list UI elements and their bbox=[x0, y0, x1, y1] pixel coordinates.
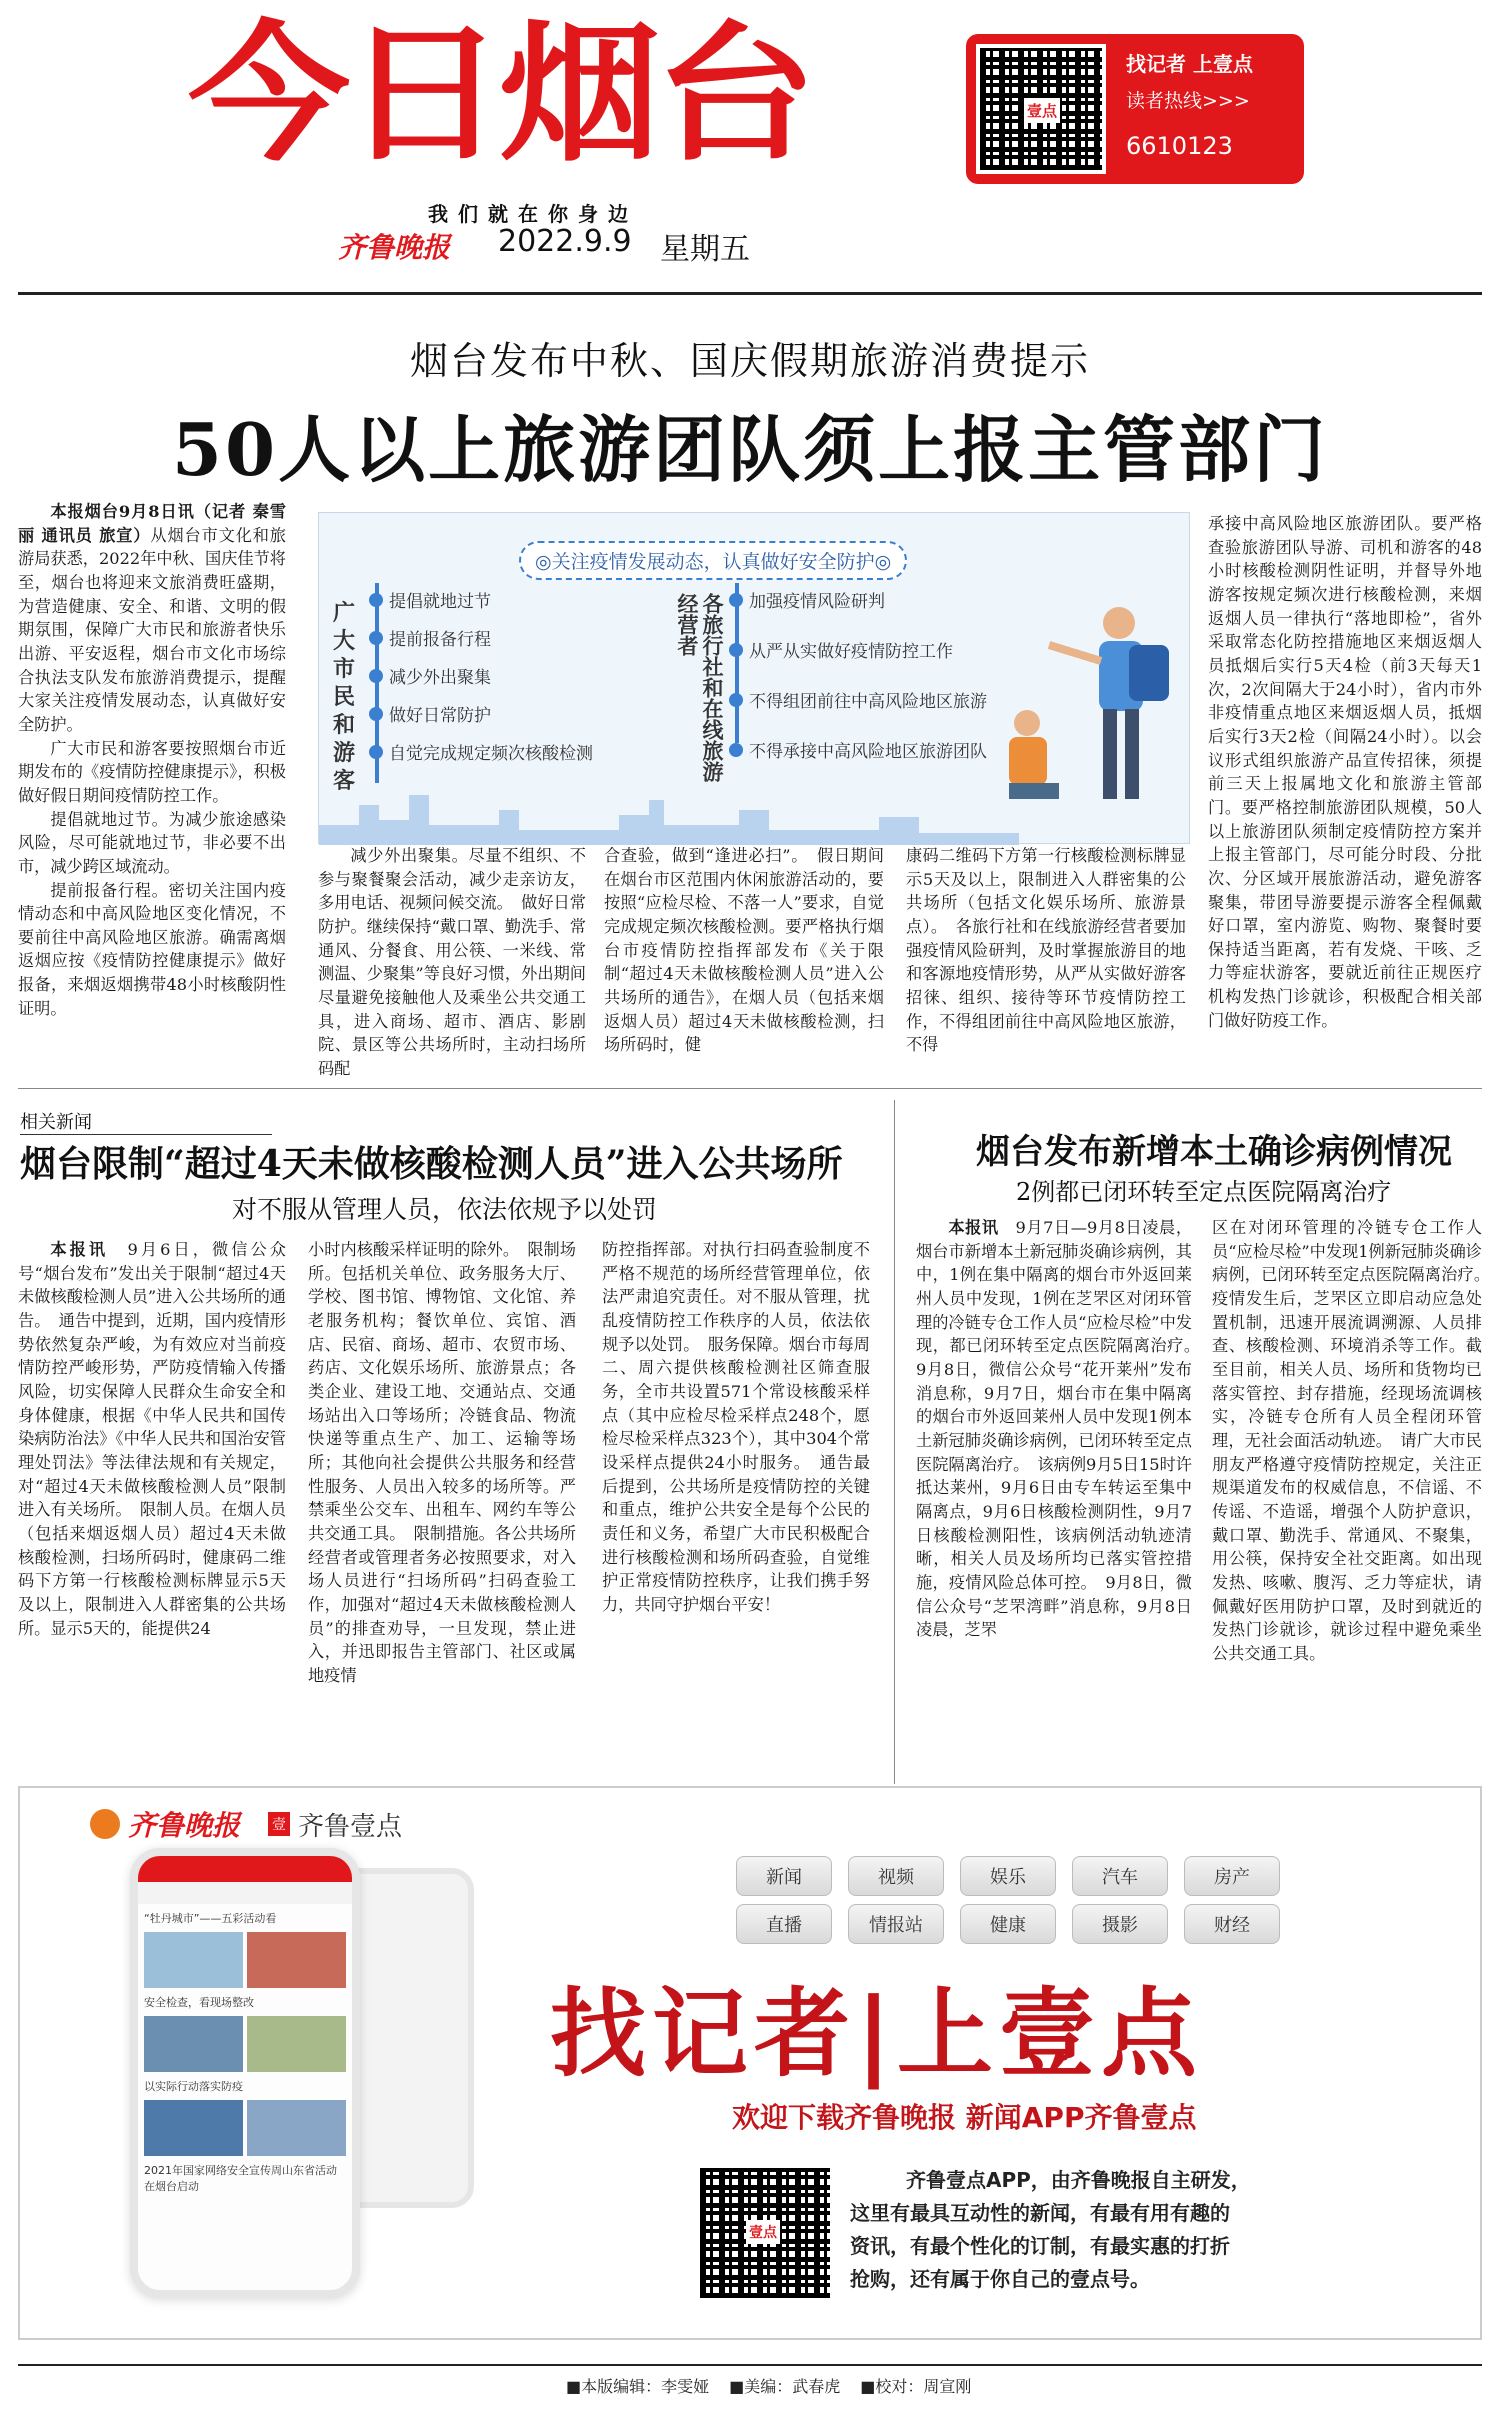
right-item-1: 加强疫情风险研判 bbox=[729, 587, 885, 612]
lead-col1-p2: 广大市民和游客要按照烟台市近期发布的《疫情防控健康提示》，积极做好假日期间疫情防控工作。 bbox=[18, 738, 286, 805]
article2-column-2 bbox=[308, 1238, 576, 1687]
footer-designer: ■美编：武春虎 bbox=[729, 2377, 841, 2396]
article3-column-2 bbox=[1212, 1216, 1499, 1665]
ad-download-line: 欢迎下载齐鲁晚报 新闻APP齐鲁壹点 bbox=[732, 2101, 1197, 2134]
ad-nav-news[interactable]: 新闻 bbox=[736, 1856, 832, 1896]
article2-byline: 本报讯 bbox=[50, 1240, 109, 1259]
lead-column-4 bbox=[906, 844, 1186, 1057]
footer-credits bbox=[566, 2374, 971, 2397]
left-item-4: 做好日常防护 bbox=[369, 701, 491, 726]
left-item-3: 减少外出聚集 bbox=[369, 663, 491, 688]
right-item-4: 不得承接中高风险地区旅游团队 bbox=[729, 737, 987, 762]
lead-divider bbox=[18, 1088, 1482, 1089]
related-news-tag: 相关新闻 bbox=[20, 1108, 272, 1135]
ad-qr-logo: 壹点 bbox=[746, 2220, 780, 2244]
ad-nav-intel[interactable]: 情报站 bbox=[848, 1904, 944, 1944]
article2-column-1 bbox=[18, 1238, 286, 1640]
infographic bbox=[318, 512, 1190, 844]
ad-slogan: 找记者|上壹点 bbox=[550, 1978, 1204, 2090]
ad-nav-realestate[interactable]: 房产 bbox=[1184, 1856, 1280, 1896]
hotline-number: 6610123 bbox=[1126, 132, 1233, 160]
right-item-2: 从严从实做好疫情防控工作 bbox=[729, 637, 953, 662]
phone-mockup bbox=[130, 1848, 360, 2298]
lead-column-1 bbox=[18, 500, 286, 1020]
lead-col1-p4: 提前报备行程。密切关注国内疫情动态和中高风险地区变化情况，不要前往中高风险地区旅游。确需离烟返烟应按《疫情防控健康提示》做好报备，来烟返烟携带48小时核酸阴性证明。 bbox=[18, 880, 286, 1018]
masthead-slogan: 我们就在你身边 bbox=[428, 202, 638, 226]
article3-headline: 烟台发布新增本土确诊病例情况 bbox=[976, 1132, 1452, 1172]
contact-line2: 读者热线>>> bbox=[1126, 90, 1250, 112]
tourist-illustration bbox=[979, 583, 1179, 833]
masthead-title: 今日烟台 bbox=[188, 8, 811, 182]
left-item-2: 提前报备行程 bbox=[369, 625, 491, 650]
article2-headline: 烟台限制“超过4天未做核酸检测人员”进入公共场所 bbox=[20, 1143, 843, 1185]
footer-editor: ■本版编辑：李雯娅 bbox=[566, 2377, 710, 2396]
ad-desc-line: 这里有最具互动性的新闻，有最有用有趣的 bbox=[850, 2201, 1230, 2225]
right-item-3: 不得组团前往中高风险地区旅游 bbox=[729, 687, 987, 712]
ad-nav-live[interactable]: 直播 bbox=[736, 1904, 832, 1944]
lead-col1-p1: 从烟台市文化和旅游局获悉，2022年中秋、国庆佳节将至，烟台也将迎来文旅消费旺盛期，为营造健康、安全、和谐、文明的假期氛围，保障广大市民和旅游者快乐出游、平安返程，烟台市文化市场综合执法支队发布旅游消费提示，提醒大家关注疫情发展动态，认真做好安全防护。 bbox=[18, 525, 286, 734]
lead-column-2 bbox=[318, 844, 586, 1081]
ad-qr-code[interactable] bbox=[700, 2168, 830, 2298]
ad-nav-health[interactable]: 健康 bbox=[960, 1904, 1056, 1944]
article2-col2-text: 小时内核酸采样证明的除外。 限制场所。包括机关单位、政务服务大厅、学校、图书馆、博物馆、文化馆、养老服务机构；餐饮单位、宾馆、酒店、民宿、商场、超市、农贸市场、药店、文化娱乐场所、旅游景点；各类企业、建设工地、交通站点、交通场站出入口等场所；冷链食品、物流快递等重点生产、加工、运输等场所；其他向社会提供公共服务和经营性服务、人员出入较多的场所等。严禁乘坐公交车、出租车、网约车等公共交通工具。 限制措施。各公共场所经营者或管理者务必按照要求，对入场人员进行“扫场所码”扫码查验工作，加强对“超过4天未做核酸检测人员”的排查劝导，一旦发现，禁止进入，并迅即报告主管部门、社区或属地疫情 bbox=[308, 1240, 576, 1685]
ad-nav-video[interactable]: 视频 bbox=[848, 1856, 944, 1896]
lead-headline: 50人以上旅游团队须上报主管部门 bbox=[171, 407, 1329, 492]
article2-col3-text: 防控指挥部。对执行扫码查验制度不严格不规范的场所经营管理单位，依法严肃追究责任。对不服从管理，扰乱疫情防控工作秩序的人员，依法依规予以处罚。 服务保障。烟台市每周二、周六提供核酸检测社区筛查服务，全市共设置571个常设核酸采样点（其中应检尽检采样点248个，愿检尽检采样点323个），其中304个常设采样点提供24小时服务。 通告最后提到，公共场所是疫情防控的关键和重点，维护公共安全是每个公民的责任和义务，希望广大市民积极配合进行核酸检测和场所码查验，自觉维护正常疫情防控秩序，让我们携手努力，共同守护烟台平安！ bbox=[602, 1240, 870, 1614]
ad-nav-auto[interactable]: 汽车 bbox=[1072, 1856, 1168, 1896]
lead-col3-text: 合查验，做到“逢进必扫”。 假日期间在烟台市区范围内休闲旅游活动的，要按照“应检尽检、不落一人”要求，自觉完成规定频次核酸检测。要严格执行烟台市疫情防控指挥部发布《关于限制“超过4天未做核酸检测人员”进入公共场所的通告》，在烟人员（包括来烟返烟人员）超过4天未做核酸检测，扫场所码时，健 bbox=[604, 846, 884, 1055]
lead-col4-text: 康码二维码下方第一行核酸检测标牌显示5天及以上，限制进入人群密集的公共场所（包括文化娱乐场所、旅游景点）。 各旅行社和在线旅游经营者要加强疫情风险研判，及时掌握旅游目的地和客源地疫情形势，从严从实做好游客招徕、组织、接待等环节疫情防控工作，不得组团前往中高风险地区旅游，不得 bbox=[906, 846, 1186, 1055]
ad-nav-entertainment[interactable]: 娱乐 bbox=[960, 1856, 1056, 1896]
city-skyline-graphic bbox=[319, 775, 1019, 845]
qr-logo: 壹点 bbox=[1024, 98, 1060, 123]
issue-weekday: 星期五 bbox=[660, 232, 750, 267]
ad-desc-line: 资讯，有最个性化的订制，有最实惠的打折 bbox=[850, 2234, 1230, 2258]
contact-box bbox=[966, 34, 1304, 184]
masthead-divider bbox=[18, 292, 1482, 295]
issue-date: 2022.9.9 bbox=[498, 224, 632, 259]
article3-col1-text: 9月7日—9月8日凌晨，烟台市新增本土新冠肺炎确诊病例，其中，1例在集中隔离的烟台市外返回莱州人员中发现，1例在芝罘区对闭环管理的冷链专仓工作人员“应检尽检”中发现，都已闭环转至定点医院隔离治疗。 9月8日，微信公众号“花开莱州”发布消息称，9月7日，烟台市在集中隔离的烟台市外返回莱州人员中发现1例本土新冠肺炎确诊病例，已闭环转至定点医院隔离治疗。 该病例9月5日15时许抵达莱州，9月6日由专车转运至集中隔离点，9月6日核酸检测阴性，9月7日核酸检测阳性，该病例活动轨迹清晰，相关人员及场所均已落实管控措施，疫情风险总体可控。 9月8日，微信公众号“芝罘湾畔”消息称，9月8日凌晨，芝罘 bbox=[916, 1218, 1209, 1640]
infographic-banner: ◎关注疫情发展动态，认真做好安全防护◎ bbox=[519, 541, 907, 580]
article3-col2-text: 区在对闭环管理的冷链专仓工作人员“应检尽检”中发现1例新冠肺炎确诊病例，已闭环转至定点医院隔离治疗。 疫情发生后，芝罘区立即启动应急处置机制，迅速开展流调溯源、人员排查、核酸检测、环境消杀等工作。截至目前，相关人员、场所和货物均已落实管控、封存措施，经现场流调核实，冷链专仓所有人员全程闭环管理，无社会面活动轨迹。 请广大市民朋友严格遵守疫情防控规定，关注正规渠道发布的权威信息，不信谣、不传谣、不造谣，增强个人防护意识，戴口罩、勤洗手、常通风、不聚集，用公筷，保持安全社交距离。如出现发热、咳嗽、腹泻、乏力等症状，请佩戴好医用防护口罩，及时到就近的发热门诊就诊，就诊过程中避免乘坐公共交通工具。 bbox=[1212, 1218, 1499, 1663]
ad-nav-photo[interactable]: 摄影 bbox=[1072, 1904, 1168, 1944]
lead-col2-text: 减少外出聚集。尽量不组织、不参与聚餐聚会活动，减少走亲访友，多用电话、视频问候交流。 做好日常防护。继续保持“戴口罩、勤洗手、常通风、分餐食、用公筷、一米线、常测温、少聚集”等良好习惯，外出期间尽量避免接触他人及乘坐公共交通工具，进入商场、超市、酒店、影剧院、景区等公共场所时，主动扫场所码配 bbox=[318, 846, 586, 1078]
left-item-5: 自觉完成规定频次核酸检测 bbox=[369, 739, 593, 764]
article3-column-1 bbox=[916, 1216, 1209, 1642]
infographic-mid-label: 各旅行社和在线旅游经营者 bbox=[675, 593, 725, 782]
lead-col5-text: 承接中高风险地区旅游团队。要严格查验旅游团队导游、司机和游客的48小时核酸检测阴性证明，并督导外地游客按规定频次进行核酸检测，来烟返烟人员一律执行“落地即检”，省外采取常态化防控措施地区来烟返烟人员抵烟后实行5天4检（前3天每天1次，2次间隔大于24小时），省内市外非疫情重点地区来烟返烟人员，抵烟后实行3天2检（间隔24小时）。以会议形式组织旅游产品宣传招徕，须提前三天上报属地文化和旅游主管部门。要严格控制旅游团队规模，50人以上旅游团队须制定疫情防控方案并上报主管部门，尽可能分时段、分批次、分区域开展旅游活动，避免游客聚集，带团导游要提示游客全程佩戴好口罩，室内游览、购物、聚餐时要保持适当距离，若有发烧、干咳、乏力等症状游客，要就近前往正规医疗机构发热门诊就诊，积极配合相关部门做好防疫工作。 bbox=[1208, 514, 1482, 1030]
lead-column-3 bbox=[604, 844, 884, 1057]
yidian-logo-icon: 壹 bbox=[268, 1812, 290, 1836]
lead-column-5 bbox=[1208, 512, 1482, 1032]
lead-col1-p3: 提倡就地过节。为减少旅途感染风险，尽可能就地过节，非必要不出市，减少跨区域流动。 bbox=[18, 809, 286, 876]
article3-subhead: 2例都已闭环转至定点医院隔离治疗 bbox=[1016, 1178, 1392, 1206]
ad-logo-qilu: 齐鲁晚报 壹 齐鲁壹点 bbox=[90, 1804, 402, 1844]
paper-logo: 齐鲁晚报 bbox=[338, 231, 451, 264]
ad-desc-line: 齐鲁壹点APP，由齐鲁晚报自主研发， bbox=[906, 2168, 1251, 2192]
article3-byline: 本报讯 bbox=[948, 1218, 999, 1237]
article2-column-3 bbox=[602, 1238, 870, 1617]
phone-news-item: 安全检查，看现场整改 bbox=[144, 1996, 254, 2009]
sun-logo-icon bbox=[90, 1809, 120, 1839]
article2-subhead: 对不服从管理人员，依法依规予以处罚 bbox=[232, 1195, 658, 1224]
qr-code[interactable] bbox=[976, 44, 1106, 174]
ad-description bbox=[850, 2164, 1251, 2296]
lead-subtitle: 烟台发布中秋、国庆假期旅游消费提示 bbox=[409, 339, 1090, 383]
app-advertisement bbox=[18, 1786, 1482, 2340]
phone-news-item: 以实际行动落实防疫 bbox=[144, 2080, 243, 2093]
left-item-1: 提倡就地过节 bbox=[369, 587, 491, 612]
footer-divider bbox=[18, 2364, 1482, 2366]
ad-desc-line: 抢购，还有属于你自己的壹点号。 bbox=[850, 2267, 1150, 2291]
infographic-left-label: 广大市民和游客 bbox=[333, 600, 356, 794]
article2-col1-text: 9月6日，微信公众号“烟台发布”发出关于限制“超过4天未做核酸检测人员”进入公共场所的通告。 通告中提到，近期，国内疫情形势依然复杂严峻，为有效应对当前疫情防控严峻形势，严防疫情输入传播风险，切实保障人民群众生命安全和身体健康，根据《中华人民共和国传染病防治法》《中华人民共和国治安管理处罚法》等法律法规和有关规定，对“超过4天未做核酸检测人员”限制进入有关场所。 限制人员。在烟人员（包括来烟返烟人员）超过4天未做核酸检测，扫场所码时，健康码二维码下方第一行核酸检测标牌显示5天及以上，限制进入人群密集的公共场所。显示5天的，能提供24 bbox=[18, 1240, 286, 1638]
ad-nav-finance[interactable]: 财经 bbox=[1184, 1904, 1280, 1944]
phone-news-item: 2021年国家网络安全宣传周山东省活动在烟台启动 bbox=[144, 2164, 337, 2193]
column-divider bbox=[894, 1100, 895, 1784]
contact-line1: 找记者 上壹点 bbox=[1126, 52, 1253, 76]
lead-byline: 本报烟台9月8日讯（记者 秦雪丽 通讯员 旅宣） bbox=[18, 502, 286, 545]
footer-proofreader: ■校对：周宣刚 bbox=[860, 2377, 972, 2396]
phone-news-item: “牡丹城市”——五彩活动看 bbox=[144, 1912, 277, 1925]
